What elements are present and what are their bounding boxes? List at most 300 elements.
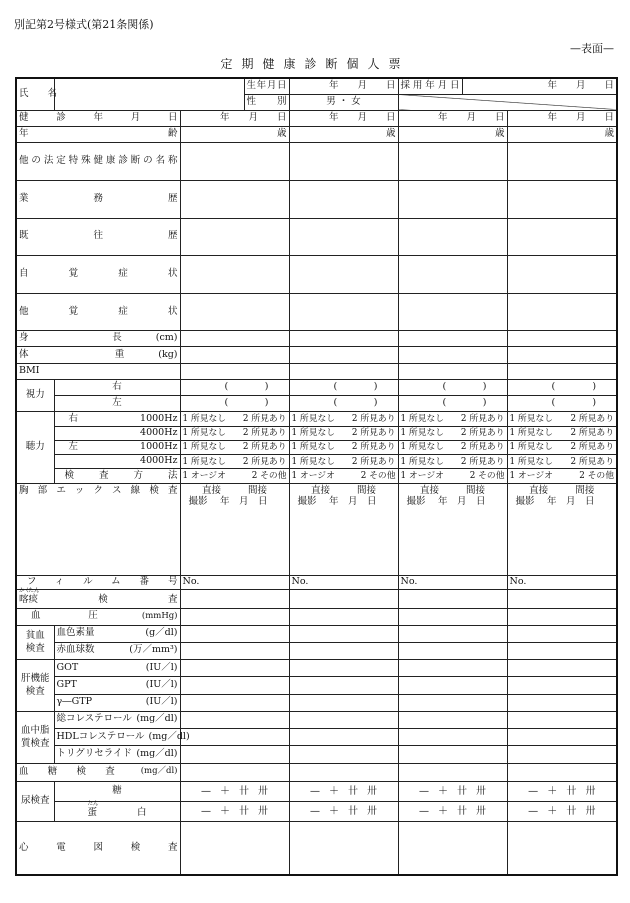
sugar-label-cell	[16, 763, 180, 781]
gpt-unit: (IU／l)	[145, 678, 178, 690]
height-2[interactable]	[289, 331, 398, 347]
medical-history-3[interactable]	[398, 218, 507, 256]
hearing-r1000-2-choice-1: 1 所見なし	[291, 413, 336, 424]
sputum-ruby-1: かく	[19, 588, 31, 595]
rbc-label-cell	[54, 642, 180, 659]
objective-symptoms-1[interactable]	[180, 293, 289, 331]
anemia-label: 貧血検査	[25, 630, 45, 655]
work-history-1[interactable]	[180, 181, 289, 219]
rbc-4[interactable]	[507, 642, 617, 659]
name-field[interactable]	[54, 78, 244, 110]
ggtp-1[interactable]	[180, 694, 289, 711]
vision-right-3[interactable]	[398, 379, 507, 395]
urine-sugar-3[interactable]	[398, 781, 507, 801]
hearing-r4000-3-choice-1: 1 所見なし	[400, 428, 445, 439]
urine-protein-4-m2: ＋	[547, 806, 558, 817]
age-2[interactable]	[289, 127, 398, 143]
got-2[interactable]	[289, 660, 398, 677]
hearing-l4000-2-choice-2: 2 所見あり	[351, 456, 396, 467]
exam-date-label: 健診年月日	[19, 112, 178, 124]
urine-sugar-4[interactable]	[507, 781, 617, 801]
urine-protein-label-cell	[54, 802, 180, 822]
hearing-l4000-2[interactable]	[289, 455, 398, 469]
urine-protein-3[interactable]	[398, 802, 507, 822]
vision-left-1[interactable]	[180, 396, 289, 412]
hearing-r4000-4[interactable]	[507, 426, 617, 440]
vision-left-4-open: (	[551, 397, 556, 409]
hearing-l4000-3[interactable]	[398, 455, 507, 469]
film-no-1[interactable]	[180, 575, 289, 589]
hearing-r1000-4[interactable]	[507, 412, 617, 426]
urine-sugar-1-m4: 卅	[258, 785, 268, 797]
hearing-r1000-3[interactable]	[398, 412, 507, 426]
urine-sugar-4-m4: 卅	[585, 785, 596, 797]
urine-protein-1-m3: 卄	[239, 806, 249, 817]
hearing-l4000-1-choice-2: 2 所見あり	[242, 456, 287, 467]
height-1[interactable]	[180, 331, 289, 347]
birth-date-placeholder: 年 月 日	[329, 79, 396, 91]
urine-protein-1-m1: —	[201, 806, 211, 817]
bp-3[interactable]	[398, 609, 507, 625]
weight-1[interactable]	[180, 347, 289, 363]
vision-right-label: 右	[112, 381, 122, 393]
hearing-method-4-opt-2: 2 その他	[579, 471, 615, 482]
rbc-label: 赤血球数	[56, 644, 95, 656]
special-exam-label: 他の法定特殊健康診断の名称	[19, 155, 178, 167]
sugar-label: 血糖検査	[19, 765, 115, 777]
urine-label: 尿検査	[20, 795, 50, 807]
weight-2[interactable]	[289, 347, 398, 363]
medical-history-2[interactable]	[289, 218, 398, 256]
bp-2[interactable]	[289, 609, 398, 625]
hearing-l4000-1[interactable]	[180, 455, 289, 469]
hearing-l1000-2[interactable]	[289, 440, 398, 454]
hearing-method-label-cell	[54, 469, 180, 484]
urine-sugar-1-m3: 卄	[239, 785, 249, 797]
hearing-l4000-4-choice-2: 2 所見あり	[570, 456, 615, 467]
ggtp-3[interactable]	[398, 694, 507, 711]
subjective-symptoms-2[interactable]	[289, 256, 398, 294]
exam-date-4-text: 年 月 日	[547, 112, 615, 124]
health-checkup-table	[15, 77, 618, 876]
age-1-unit: 歳	[276, 128, 287, 140]
hearing-l4000-3-choice-1: 1 所見なし	[400, 456, 445, 467]
xray-2-indirect: 間接	[356, 485, 376, 497]
hearing-l1000-2-choice-2: 2 所見あり	[351, 442, 396, 453]
objective-symptoms-4[interactable]	[507, 293, 617, 331]
hb-1[interactable]	[180, 625, 289, 642]
hearing-r4000-1-choice-1: 1 所見なし	[182, 428, 227, 439]
hearing-r1000-1-choice-2: 2 所見あり	[242, 413, 287, 424]
hb-3[interactable]	[398, 625, 507, 642]
hearing-l4000-freq: 4000Hz	[140, 455, 178, 467]
urine-protein-2-m1: —	[310, 806, 320, 817]
vision-right-4-close: )	[592, 381, 597, 393]
bp-1[interactable]	[180, 609, 289, 625]
hb-4[interactable]	[507, 625, 617, 642]
urine-sugar-2[interactable]	[289, 781, 398, 801]
urine-protein-2-m3: 卄	[348, 806, 358, 817]
xray-4[interactable]	[507, 484, 617, 575]
urine-protein-2[interactable]	[289, 802, 398, 822]
work-history-label: 業務歴	[19, 192, 178, 204]
special-exam-4[interactable]	[507, 143, 617, 181]
urine-sugar-3-m2: ＋	[438, 785, 449, 797]
film-label-cell	[16, 575, 180, 589]
hearing-l4000-4-choice-1: 1 所見なし	[509, 456, 554, 467]
tg-4[interactable]	[507, 746, 617, 763]
rbc-unit: (万／mm³)	[129, 644, 178, 656]
hearing-method-4-opt-1: 1 オージオ	[509, 471, 553, 482]
gender-field[interactable]	[289, 94, 398, 110]
hearing-r4000-freq: 4000Hz	[140, 426, 178, 438]
medical-history-4[interactable]	[507, 218, 617, 256]
special-exam-2[interactable]	[289, 143, 398, 181]
rbc-1[interactable]	[180, 642, 289, 659]
vision-label-cell	[16, 379, 54, 411]
vision-left-2[interactable]	[289, 396, 398, 412]
urine-protein-4-m1: —	[528, 806, 539, 817]
hearing-method-2[interactable]	[289, 469, 398, 484]
vision-left-3[interactable]	[398, 396, 507, 412]
tc-1[interactable]	[180, 711, 289, 728]
hearing-r4000-2-choice-2: 2 所見あり	[351, 428, 396, 439]
medical-history-label-cell	[16, 218, 180, 256]
hearing-method-1-opt-1: 1 オージオ	[182, 471, 226, 482]
exam-date-label-cell	[16, 110, 180, 126]
sputum-label-cell	[16, 590, 180, 609]
vision-right-2[interactable]	[289, 379, 398, 395]
hearing-r1000-3-choice-2: 2 所見あり	[460, 413, 505, 424]
urine-protein-3-m1: —	[419, 806, 430, 817]
hearing-method-1[interactable]	[180, 469, 289, 484]
hearing-l1000-4[interactable]	[507, 440, 617, 454]
exam-date-1-text: 年 月 日	[219, 112, 287, 124]
name-label: 氏 名	[19, 88, 58, 100]
xray-2-direct: 直接	[310, 485, 330, 497]
urine-sugar-1[interactable]	[180, 781, 289, 801]
ggtp-4[interactable]	[507, 694, 617, 711]
weight-4[interactable]	[507, 347, 617, 363]
vision-left-3-open: (	[442, 397, 447, 409]
sputum-1[interactable]	[180, 590, 289, 609]
vision-label: 視力	[25, 389, 45, 401]
hearing-r1000-1[interactable]	[180, 412, 289, 426]
xray-label: 胸部エックス線検査	[19, 485, 178, 497]
sputum-4[interactable]	[507, 590, 617, 609]
sputum-tan: 痰 たん	[28, 588, 40, 606]
tg-3[interactable]	[398, 746, 507, 763]
xray-2[interactable]	[289, 484, 398, 575]
xray-3[interactable]	[398, 484, 507, 575]
tg-2[interactable]	[289, 746, 398, 763]
gender-options: 男 ・ 女	[326, 95, 361, 107]
name-label-cell	[16, 78, 58, 110]
ggtp-label: γ―GTP	[56, 696, 92, 708]
urine-protein-1-m4: 卅	[258, 806, 268, 817]
urine-sugar-1-m1: —	[201, 785, 211, 797]
vision-left-label: 左	[112, 397, 122, 409]
tg-unit: (mg／dl)	[136, 747, 178, 759]
exam-date-4[interactable]	[507, 110, 617, 126]
medical-history-1[interactable]	[180, 218, 289, 256]
vision-left-4[interactable]	[507, 396, 617, 412]
urine-sugar-3-m4: 卅	[476, 785, 487, 797]
special-exam-3[interactable]	[398, 143, 507, 181]
vision-left-1-open: (	[224, 397, 229, 409]
work-history-3[interactable]	[398, 181, 507, 219]
hire-date-field[interactable]	[462, 78, 617, 94]
hearing-method-3-opt-2: 2 その他	[469, 471, 505, 482]
got-1[interactable]	[180, 660, 289, 677]
hearing-l1000-freq: 1000Hz	[140, 440, 178, 452]
objective-symptoms-3[interactable]	[398, 293, 507, 331]
hearing-r1000-2[interactable]	[289, 412, 398, 426]
hearing-l1000-3-choice-2: 2 所見あり	[460, 442, 505, 453]
lipid-label: 血中脂質検査	[20, 724, 50, 750]
hb-2[interactable]	[289, 625, 398, 642]
got-3[interactable]	[398, 660, 507, 677]
hearing-l1000-3-choice-1: 1 所見なし	[400, 442, 445, 453]
film-no-2-text: No.	[291, 575, 309, 587]
vision-left-2-close: )	[373, 397, 378, 409]
hearing-method-2-opt-1: 1 オージオ	[291, 471, 335, 482]
hearing-method-3[interactable]	[398, 469, 507, 484]
ecg-4[interactable]	[507, 822, 617, 875]
medical-history-label: 既往歴	[19, 230, 178, 242]
anemia-label-cell	[16, 625, 54, 660]
urine-protein-2-m4: 卅	[367, 806, 377, 817]
xray-1-indirect: 間接	[247, 485, 267, 497]
birth-date-field[interactable]	[289, 78, 398, 94]
gpt-1[interactable]	[180, 677, 289, 694]
height-label-cell	[16, 331, 180, 347]
hearing-method-2-opt-2: 2 その他	[360, 471, 396, 482]
urine-protein-tan: 蛋 たん	[87, 801, 99, 819]
vision-right-3-close: )	[482, 381, 487, 393]
gpt-2[interactable]	[289, 677, 398, 694]
hearing-l1000-1-choice-1: 1 所見なし	[182, 442, 227, 453]
tc-3[interactable]	[398, 711, 507, 728]
hearing-l1000-1-choice-2: 2 所見あり	[242, 442, 287, 453]
age-3[interactable]	[398, 127, 507, 143]
xray-4-indirect: 間接	[575, 485, 595, 497]
hearing-r4000-4-choice-2: 2 所見あり	[570, 428, 615, 439]
urine-protein-ruby: たん	[87, 801, 99, 808]
bp-unit: (mmHg)	[141, 611, 178, 622]
age-1[interactable]	[180, 127, 289, 143]
hearing-l1000-3[interactable]	[398, 440, 507, 454]
age-label: 年齢	[19, 128, 178, 140]
special-exam-label-cell	[16, 143, 180, 181]
blood-sugar-3[interactable]	[398, 763, 507, 781]
got-unit: (IU／l)	[145, 661, 178, 673]
xray-3-direct: 直接	[420, 485, 440, 497]
hearing-l1000-2-choice-1: 1 所見なし	[291, 442, 336, 453]
tc-4[interactable]	[507, 711, 617, 728]
hdl-1[interactable]	[180, 729, 289, 746]
urine-sugar-2-m1: —	[310, 785, 320, 797]
urine-sugar-4-m3: 卄	[566, 785, 577, 797]
liver-label-cell	[16, 660, 54, 712]
bmi-4[interactable]	[507, 363, 617, 379]
bmi-2[interactable]	[289, 363, 398, 379]
hearing-r4000-2-choice-1: 1 所見なし	[291, 428, 336, 439]
ecg-label-cell	[16, 822, 180, 875]
document-title: 定期健康診断個人票	[220, 57, 410, 71]
weight-unit: (kg)	[158, 348, 178, 360]
urine-protein-3-m3: 卄	[457, 806, 468, 817]
film-no-4-text: No.	[509, 575, 527, 587]
hearing-l4000-1-choice-1: 1 所見なし	[182, 456, 227, 467]
hearing-l1000-1[interactable]	[180, 440, 289, 454]
xray-4-shot-date: 撮影 年 月 日	[515, 496, 595, 508]
urine-protein-4[interactable]	[507, 802, 617, 822]
hb-unit: (g／dl)	[145, 627, 178, 639]
bmi-3[interactable]	[398, 363, 507, 379]
hire-date-placeholder: 年 月 日	[547, 79, 615, 91]
hearing-method-4[interactable]	[507, 469, 617, 484]
bp-label: 血圧	[31, 610, 98, 622]
bmi-1[interactable]	[180, 363, 289, 379]
gpt-label: GPT	[56, 678, 77, 690]
vision-right-4[interactable]	[507, 379, 617, 395]
tg-1[interactable]	[180, 746, 289, 763]
gpt-3[interactable]	[398, 677, 507, 694]
gender-label-cell	[244, 94, 289, 110]
film-no-4[interactable]	[507, 575, 617, 589]
vision-left-4-close: )	[592, 397, 597, 409]
special-exam-1[interactable]	[180, 143, 289, 181]
hearing-r1000-4-choice-1: 1 所見なし	[509, 413, 554, 424]
ecg-1[interactable]	[180, 822, 289, 875]
hearing-l4000-4[interactable]	[507, 455, 617, 469]
objective-symptoms-label-cell	[16, 293, 180, 331]
exam-date-3[interactable]	[398, 110, 507, 126]
weight-3[interactable]	[398, 347, 507, 363]
ecg-3[interactable]	[398, 822, 507, 875]
hdl-4[interactable]	[507, 729, 617, 746]
hearing-l1000-4-choice-1: 1 所見なし	[509, 442, 554, 453]
exam-date-3-text: 年 月 日	[438, 112, 505, 124]
ggtp-unit: (IU／l)	[145, 696, 178, 708]
vision-right-1[interactable]	[180, 379, 289, 395]
work-history-2[interactable]	[289, 181, 398, 219]
hearing-label-cell	[16, 412, 54, 484]
tc-2[interactable]	[289, 711, 398, 728]
tg-label-cell	[54, 746, 180, 763]
hearing-method-label: 検査方法	[64, 469, 178, 481]
sputum-2[interactable]	[289, 590, 398, 609]
age-4[interactable]	[507, 127, 617, 143]
vision-left-3-close: )	[482, 397, 487, 409]
film-label: フィルム番号	[27, 575, 178, 587]
bp-4[interactable]	[507, 609, 617, 625]
tg-label: トリグリセライド	[56, 747, 132, 759]
hearing-r1000-freq: 1000Hz	[140, 412, 178, 424]
got-label: GOT	[56, 661, 79, 673]
ggtp-label-cell	[54, 694, 180, 711]
rbc-3[interactable]	[398, 642, 507, 659]
tc-unit: (mg／dl)	[136, 713, 178, 725]
hearing-r4000-2[interactable]	[289, 426, 398, 440]
gpt-4[interactable]	[507, 677, 617, 694]
hearing-l4000-3-choice-2: 2 所見あり	[460, 456, 505, 467]
urine-protein-1[interactable]	[180, 802, 289, 822]
urine-sugar-2-m4: 卅	[367, 785, 377, 797]
exam-date-1[interactable]	[180, 110, 289, 126]
hearing-r4000-3-choice-2: 2 所見あり	[460, 428, 505, 439]
blood-sugar-4[interactable]	[507, 763, 617, 781]
vision-right-1-open: (	[224, 381, 229, 393]
subjective-symptoms-label-cell	[16, 256, 180, 294]
hearing-l1000-4-choice-2: 2 所見あり	[570, 442, 615, 453]
ecg-2[interactable]	[289, 822, 398, 875]
hearing-l4000-2-choice-1: 1 所見なし	[291, 456, 336, 467]
age-2-unit: 歳	[386, 128, 396, 140]
urine-sugar-4-m1: —	[528, 785, 539, 797]
hearing-r1000-4-choice-2: 2 所見あり	[570, 413, 615, 424]
hearing-method-3-opt-1: 1 オージオ	[400, 471, 444, 482]
xray-label-cell	[16, 484, 180, 575]
xray-1[interactable]	[180, 484, 289, 575]
subjective-symptoms-1[interactable]	[180, 256, 289, 294]
objective-symptoms-2[interactable]	[289, 293, 398, 331]
blood-sugar-1[interactable]	[180, 763, 289, 781]
age-label-cell	[16, 127, 180, 143]
work-history-label-cell	[16, 181, 180, 219]
urine-sugar-4-m2: ＋	[547, 785, 558, 797]
subjective-symptoms-4[interactable]	[507, 256, 617, 294]
urine-protein-1-m2: ＋	[220, 806, 230, 817]
blood-sugar-2[interactable]	[289, 763, 398, 781]
xray-1-shot-date: 撮影 年 月 日	[188, 496, 268, 508]
hdl-2[interactable]	[289, 729, 398, 746]
film-no-3[interactable]	[398, 575, 507, 589]
urine-protein-2-m2: ＋	[329, 806, 339, 817]
sputum-label-2: 査	[167, 594, 178, 606]
bmi-label: BMI	[19, 364, 40, 376]
exam-date-2-text: 年 月 日	[329, 112, 396, 124]
got-4[interactable]	[507, 660, 617, 677]
film-no-3-text: No.	[400, 575, 418, 587]
height-4[interactable]	[507, 331, 617, 347]
vision-left-label-cell	[54, 396, 180, 412]
urine-sugar-3-m3: 卄	[457, 785, 468, 797]
hearing-r4000-3[interactable]	[398, 426, 507, 440]
hdl-label-cell	[54, 729, 190, 746]
hearing-r1000-2-choice-2: 2 所見あり	[351, 413, 396, 424]
urine-sugar-2-m2: ＋	[329, 785, 339, 797]
exam-date-2[interactable]	[289, 110, 398, 126]
hearing-method-1-opt-2: 2 その他	[251, 471, 287, 482]
hearing-r4000-1[interactable]	[180, 426, 289, 440]
side-label: —表面—	[570, 42, 614, 55]
sputum-3[interactable]	[398, 590, 507, 609]
hdl-3[interactable]	[398, 729, 507, 746]
film-no-2[interactable]	[289, 575, 398, 589]
ggtp-2[interactable]	[289, 694, 398, 711]
urine-protein-label: 白	[137, 807, 147, 819]
vision-right-4-open: (	[551, 381, 556, 393]
work-history-4[interactable]	[507, 181, 617, 219]
height-3[interactable]	[398, 331, 507, 347]
weight-label: 体重	[19, 348, 125, 360]
subjective-symptoms-label: 自覚症状	[19, 267, 178, 279]
rbc-2[interactable]	[289, 642, 398, 659]
subjective-symptoms-3[interactable]	[398, 256, 507, 294]
lipid-label-cell	[16, 711, 54, 763]
